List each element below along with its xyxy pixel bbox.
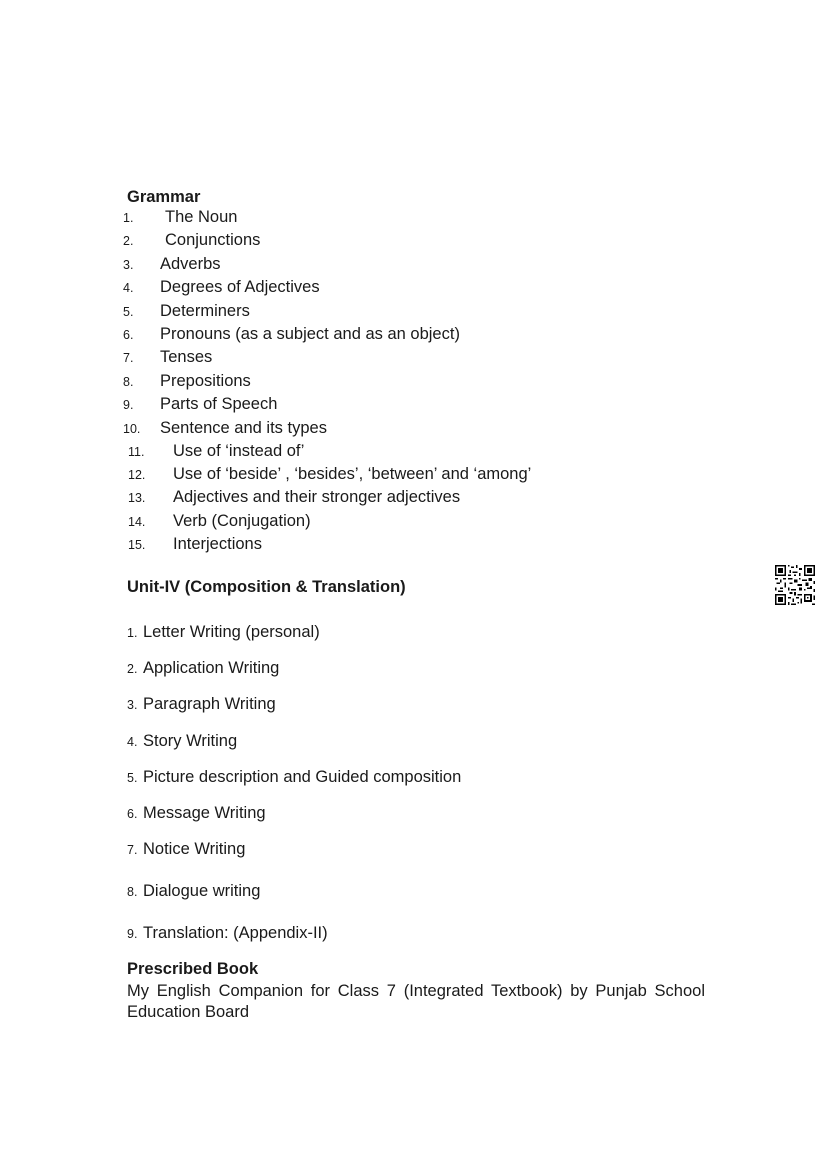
item-text: Message Writing (143, 804, 266, 822)
item-text: Use of ‘beside’ , ‘besides’, ‘between’ and ‘among’ (173, 465, 532, 483)
item-text: Application Writing (143, 659, 280, 677)
prescribed-book-heading: Prescribed Book (127, 960, 259, 978)
item-number: 6. (127, 807, 138, 821)
item-number: 9. (127, 927, 138, 941)
unit-iv-heading: Unit-IV (Composition & Translation) (127, 578, 406, 596)
item-number: 7. (127, 843, 138, 857)
item-number: 7. (123, 351, 134, 365)
item-number: 3. (127, 698, 138, 712)
item-number: 14. (128, 515, 146, 529)
item-number: 9. (123, 398, 134, 412)
item-number: 13. (128, 491, 146, 505)
item-text: Dialogue writing (143, 882, 261, 900)
item-text: Verb (Conjugation) (173, 512, 311, 530)
item-text: Use of ‘instead of’ (173, 442, 305, 460)
item-text: Adverbs (160, 255, 221, 273)
item-text: Translation: (Appendix-II) (143, 924, 328, 942)
item-text: Parts of Speech (160, 395, 278, 413)
item-number: 8. (127, 885, 138, 899)
prescribed-book-text: My English Companion for Class 7 (Integrated Textbook) by Punjab School Education Board (127, 982, 705, 1021)
item-text: Pronouns (as a subject and as an object) (160, 325, 460, 343)
item-text: Degrees of Adjectives (160, 278, 320, 296)
item-number: 2. (127, 662, 138, 676)
item-text: Story Writing (143, 732, 238, 750)
item-number: 10. (123, 422, 141, 436)
item-text: Interjections (173, 535, 262, 553)
item-number: 11. (128, 445, 145, 459)
item-text: Prepositions (160, 372, 251, 390)
item-text: The Noun (165, 208, 238, 226)
item-number: 4. (123, 281, 134, 295)
item-text: Tenses (160, 348, 213, 366)
item-text: Letter Writing (personal) (143, 623, 320, 641)
item-number: 2. (123, 234, 134, 248)
item-text: Notice Writing (143, 840, 246, 858)
qr-code-icon (775, 565, 815, 605)
item-text: Adjectives and their stronger adjectives (173, 488, 461, 506)
item-number: 3. (123, 258, 134, 272)
item-number: 1. (123, 211, 134, 225)
item-number: 1. (127, 626, 138, 640)
item-number: 5. (127, 771, 138, 785)
item-text: Determiners (160, 302, 250, 320)
item-number: 8. (123, 375, 134, 389)
item-number: 12. (128, 468, 146, 482)
grammar-heading: Grammar (127, 188, 201, 206)
item-text: Paragraph Writing (143, 695, 276, 713)
item-number: 15. (128, 538, 146, 552)
item-number: 4. (127, 735, 138, 749)
item-number: 6. (123, 328, 134, 342)
item-text: Picture description and Guided composition (143, 768, 462, 786)
item-text: Conjunctions (165, 231, 261, 249)
item-text: Sentence and its types (160, 419, 327, 437)
item-number: 5. (123, 305, 134, 319)
